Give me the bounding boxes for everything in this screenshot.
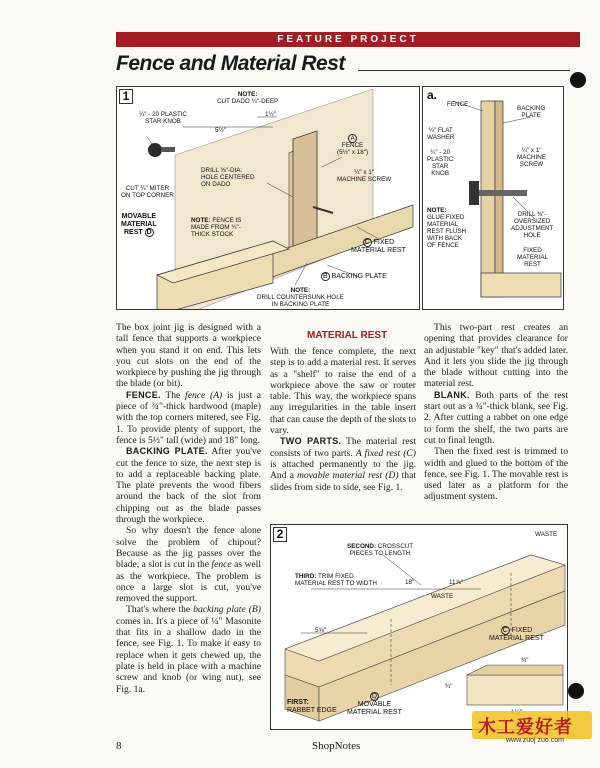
text-column-1 xyxy=(116,322,261,695)
dimension-1-5: 1½" xyxy=(265,111,276,118)
note-top: NOTE: CUT DADO ¼"-DEEP xyxy=(217,91,279,105)
paragraph-backing-plate: That's where the backing plate (B) comes in. It's a piece of ¼" Masonite that fits in a shallow dado in the fence, see Fig. 1. To make it easy to replace when it gets chewed up, the plate is held in place with a machine screw and knob (or wing nut), see Fig. 1a. xyxy=(116,604,261,695)
label-1a-screw: ¼" x 1" MACHINE SCREW xyxy=(517,147,547,168)
dimension-18: 18" xyxy=(405,579,415,586)
paragraph-intro: The box joint jig is designed with a tall fence that supports a workpiece when you stand it on end. This lets you cut slots on the end of the workpiece by pushing the jig through the blade (or bit). xyxy=(116,322,261,390)
label-drill: DRILL ⅜"-DIA. HOLE CENTERED ON DADO xyxy=(201,167,255,188)
label-1a-drill: DRILL ⅜"- OVERSIZED ADJUSTMENT HOLE xyxy=(511,211,554,239)
paragraph-chipout: So why doesn't the fence alone solve the problem of chipout? Because as the jig passes over the blade, a slot is cut in the fence as well as the workpiece. The problem is once a large slot is cut, you've removed the support. xyxy=(116,525,261,605)
label-1a-backing: BACKING PLATE xyxy=(517,105,546,119)
figure-number: 1 xyxy=(119,89,133,104)
page-title: Fence and Material Rest xyxy=(116,52,345,75)
label-1a-washer: ¼" FLAT WASHER xyxy=(427,127,455,141)
title-rule xyxy=(358,70,570,71)
subheading-material-rest: MATERIAL REST xyxy=(307,330,388,341)
figure-1a xyxy=(422,86,564,310)
dimension-11: 11⅞" xyxy=(449,579,464,586)
paragraph-two-parts: TWO PARTS. The material rest consists of two parts. A fixed rest (C) is attached permanently to the jig. And a movable material rest (D) that slides from side to side, see Fig. 1. xyxy=(270,436,417,493)
label-screw: ¼" x 1" MACHINE SCREW xyxy=(337,169,392,183)
section-banner: FEATURE PROJECT xyxy=(116,32,580,47)
note-1a: NOTE: GLUE FIXED MATERIAL REST FLUSH WITH BACK OF FENCE xyxy=(427,207,467,249)
paragraph-backing: BACKING PLATE. After you've cut the fence to size, the next step is to add a replaceable backing plate. The plate prevents the wood fibers around the back of the slot from chipping out as the blade passes through the workpiece. xyxy=(116,446,261,526)
magazine-name: ShopNotes xyxy=(312,740,361,752)
watermark-brand: 木工爱好者 xyxy=(478,717,573,738)
paragraph-clearance: This two-part rest creates an opening that provides clearance for an adjustable "key" that's added later. And it lets you slide the jig through the blade without cutting into the material rest. xyxy=(424,322,568,390)
figure-2-number: 2 xyxy=(273,527,287,542)
text-column-3 xyxy=(424,322,568,503)
watermark-logo xyxy=(472,705,592,747)
label-second: SECOND: CROSSCUT PIECES TO LENGTH xyxy=(347,543,414,557)
paragraph-material-rest: With the fence complete, the next step is to add a material rest. It serves as a "shelf" to raise the end of a workpiece above the saw or router table. This way, the workpiece spans any irregularities in the table insert that can cause the depth of the slots to vary. xyxy=(270,346,416,437)
label-miter: CUT ¼" MITER ON TOP CORNER xyxy=(121,185,174,199)
label-star-knob: ¼" - 20 PLASTIC STAR KNOB xyxy=(139,111,188,125)
paragraph-trim: Then the fixed rest is trimmed to width and glued to the bottom of the fence, see Fig. 1. The movable rest is used later as a platform for the adjustment system. xyxy=(424,446,568,503)
label-movable-rest: MOVABLE MATERIAL REST D xyxy=(121,213,157,236)
paragraph-blank: BLANK. Both parts of the rest start out as a ¾"-thick blank, see Fig. 2. After cutting a rabbet on one edge to form the shelf, the two parts are cut to final length. xyxy=(424,389,568,446)
label-waste-mid: WASTE xyxy=(431,593,454,600)
binder-hole-bottom xyxy=(568,683,584,699)
label-first: FIRST: RABBET EDGE xyxy=(287,699,337,714)
binder-hole-top xyxy=(570,72,586,88)
label-1a-fixed: FIXED MATERIAL REST xyxy=(517,247,549,268)
note-bottom: NOTE: DRILL COUNTERSUNK HOLE IN BACKING PLATE xyxy=(257,287,344,308)
label-fixed-rest: C FIXED MATERIAL REST xyxy=(351,239,406,254)
figure-2 xyxy=(270,524,568,730)
dimension-5-5: 5½" xyxy=(215,127,226,134)
figure-1a-drawing xyxy=(423,87,563,309)
label-backing-plate: B BACKING PLATE xyxy=(323,273,387,280)
dimension-3-4: ¾" xyxy=(521,657,529,664)
label-1a-knob: ¼" - 20 PLASTIC STAR KNOB xyxy=(427,149,454,177)
dimension-side: ¾" xyxy=(445,683,453,690)
label-waste-top: WASTE xyxy=(535,531,558,538)
label-third: THIRD: TRIM FIXED MATERIAL REST TO WIDTH xyxy=(295,573,377,587)
watermark-url: www.zuoj zuo.com xyxy=(506,737,564,744)
paragraph-fence: FENCE. The fence (A) is just a piece of ¾"-thick hardwood (maple) with the top corners mitered, see Fig. 1. To provide plenty of support, the fence is 5½" tall (wide) and 18" long. xyxy=(116,389,261,446)
note-fence: NOTE: FENCE IS MADE FROM ¾"- THICK STOCK xyxy=(191,217,242,238)
label-fixed-rest-2: C FIXED MATERIAL REST xyxy=(489,627,544,642)
label-1a-fence: FENCE xyxy=(447,101,469,108)
dimension-5: 5⅝" xyxy=(315,627,326,634)
figure-1 xyxy=(116,86,420,310)
figure-1a-letter: a. xyxy=(427,88,438,102)
label-fence: A FENCE (5½" x 18") xyxy=(337,135,369,156)
label-movable-rest-2: D MOVABLE MATERIAL REST xyxy=(347,693,402,716)
text-column-2 xyxy=(270,346,416,493)
page-number: 8 xyxy=(116,740,122,752)
